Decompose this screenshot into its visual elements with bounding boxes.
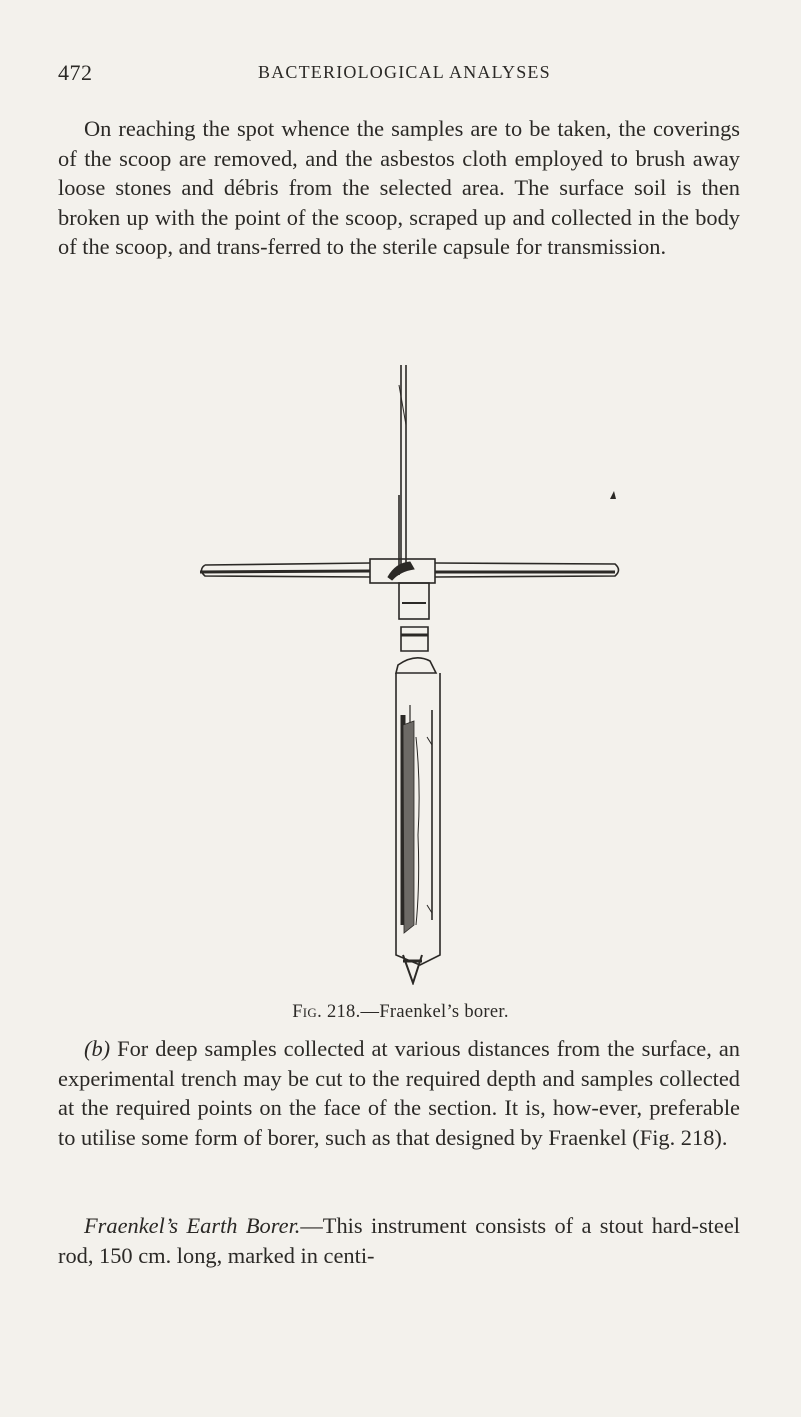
paragraph-text: On reaching the spot whence the samples are to be taken, the coverings of the scoop are removed, and the asbestos cloth employed to brush away loose stones and débris from the selected area. The surface soil is then broken up with the point of the scoop, scraped up and collected in the body of the scoop, and trans-ferred to the sterile capsule for transmission. xyxy=(58,116,740,260)
fraenkel-borer-figure xyxy=(170,365,630,985)
paragraph-earth-borer xyxy=(58,1211,740,1270)
figure-label: Fig. 218. xyxy=(292,1002,361,1022)
paragraph-deep-samples xyxy=(58,1034,740,1152)
paragraph-text: —This instrument consists of a stout hard-steel rod, 150 cm. long, marked in centi- xyxy=(58,1213,741,1268)
paragraph-text: For deep samples collected at various distances from the surface, an experimental trench may be cut to the required depth and samples collected at the required points on the face of the section. It is, how-ever, preferable to utilise some form of borer, such as that designed by Fraenkel (Fig. 218). xyxy=(58,1036,740,1150)
page-number: 472 xyxy=(58,60,93,85)
figure-caption xyxy=(0,1002,801,1023)
figure-caption-text: —Fraenkel’s borer. xyxy=(360,1002,509,1022)
running-head xyxy=(58,60,778,90)
paragraph-scoop-procedure xyxy=(58,114,740,262)
running-title: BACTERIOLOGICAL ANALYSES xyxy=(258,62,551,82)
section-heading: Fraenkel’s Earth Borer. xyxy=(84,1213,301,1238)
list-marker: (b) xyxy=(84,1036,111,1061)
